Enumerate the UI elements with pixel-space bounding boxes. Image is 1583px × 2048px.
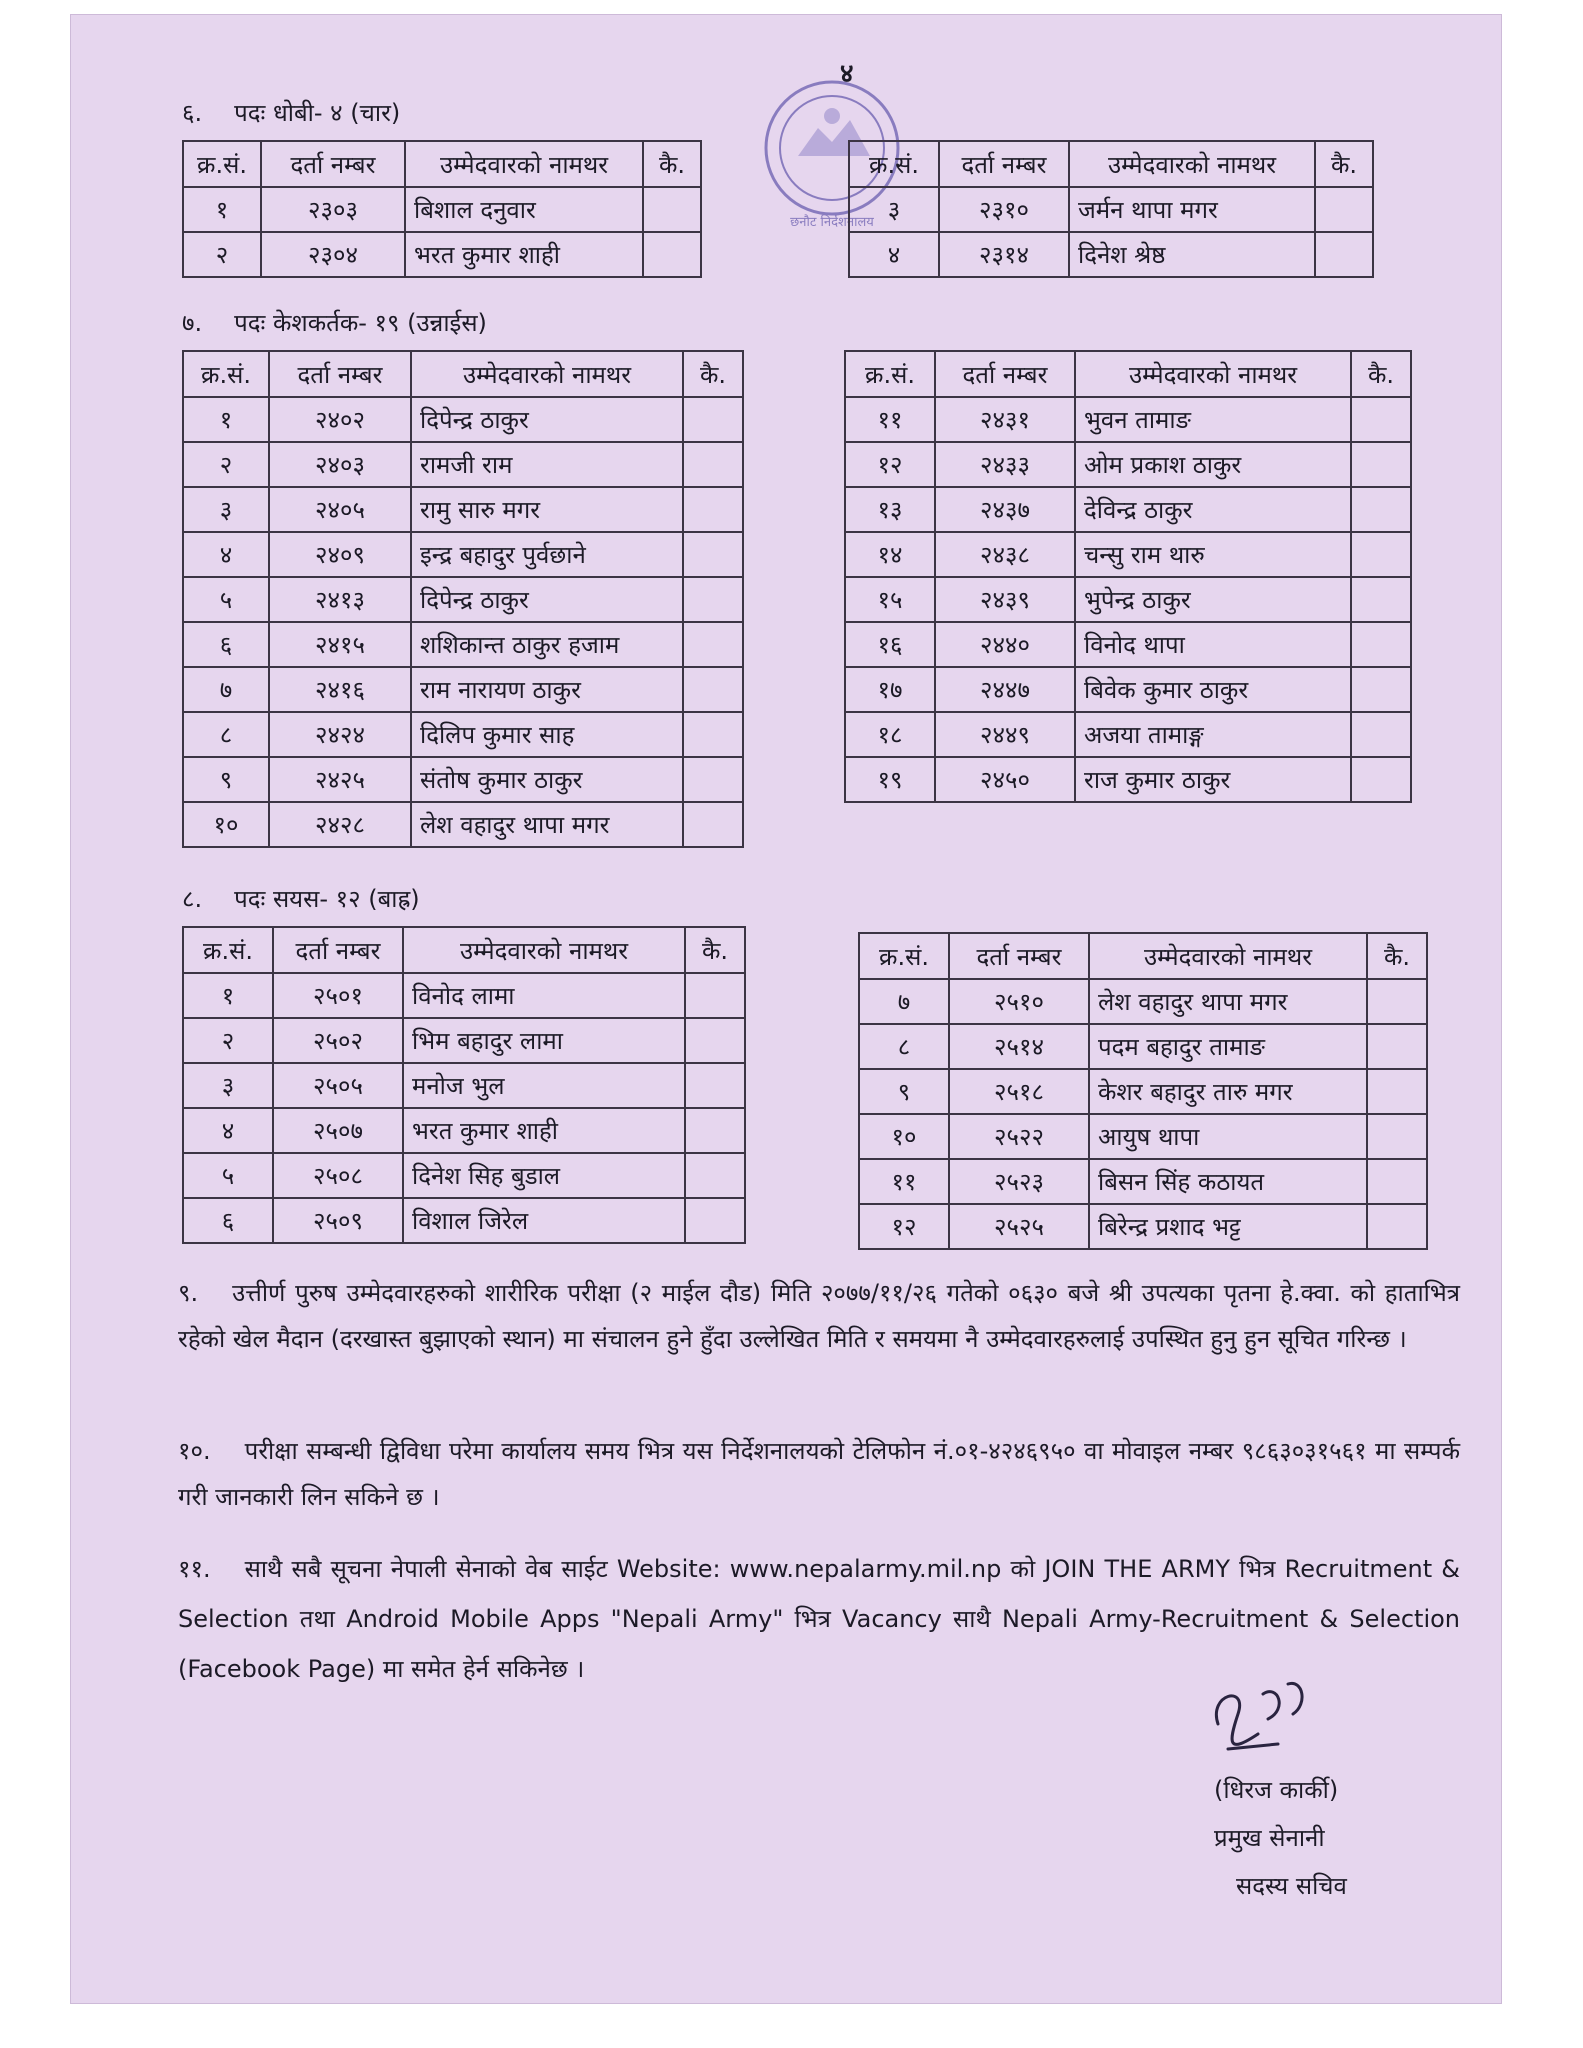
table-row bbox=[183, 487, 743, 532]
column-header: उम्मेदवारको नामथर bbox=[411, 351, 683, 397]
table-row bbox=[845, 397, 1411, 442]
remarks-cell bbox=[685, 1198, 745, 1243]
table-header-row bbox=[183, 141, 701, 187]
registration-number: २३१० bbox=[939, 187, 1069, 232]
candidate-name: रामजी राम bbox=[411, 442, 683, 487]
column-header: कै. bbox=[683, 351, 743, 397]
registration-number: २५०९ bbox=[273, 1198, 403, 1243]
column-header: कै. bbox=[1315, 141, 1373, 187]
column-header: क्र.सं. bbox=[849, 141, 939, 187]
table-row bbox=[183, 1198, 745, 1243]
serial-number: ३ bbox=[183, 487, 269, 532]
remarks-cell bbox=[1351, 667, 1411, 712]
remarks-cell bbox=[685, 1153, 745, 1198]
remarks-cell bbox=[683, 577, 743, 622]
table-header-row bbox=[859, 933, 1427, 979]
candidate-name: अजया तामाङ्ग bbox=[1075, 712, 1351, 757]
table-row bbox=[859, 1114, 1427, 1159]
serial-number: १५ bbox=[845, 577, 935, 622]
candidate-name: भुपेन्द्र ठाकुर bbox=[1075, 577, 1351, 622]
registration-number: २५१४ bbox=[949, 1024, 1089, 1069]
serial-number: ५ bbox=[183, 577, 269, 622]
section-7-title: ७. पदः केशकर्तक- १९ (उन्नाईस) bbox=[182, 309, 487, 337]
candidate-name: रामु सारु मगर bbox=[411, 487, 683, 532]
paragraph-11: ११. साथै सबै सूचना नेपाली सेनाको वेब साईट Website: www.nepalarmy.mil.np को JOIN THE ARMY भित्र Recruitment & Selection तथा Android Mobile Apps "Nepali Army" भित्र Vacancy साथै Nepali Army-Recruitment & Selection (Facebook Page) मा समेत हेर्न सकिनेछ । bbox=[178, 1555, 1460, 1683]
paragraph-10: १०. परीक्षा सम्बन्धी द्विविधा परेमा कार्यालय समय भित्र यस निर्देशनालयको टेलिफोन नं.०१-४२४६९५० वा मोवाइल नम्बर ९८६३०३१५६१ मा सम्पर्क गरी जानकारी लिन सकिने छ । bbox=[178, 1437, 1460, 1511]
table-row bbox=[845, 712, 1411, 757]
remarks-cell bbox=[1351, 757, 1411, 802]
candidate-name: बिशाल दनुवार bbox=[405, 187, 643, 232]
svg-text:छनौट निर्देशनालय: छनौट निर्देशनालय bbox=[790, 215, 874, 230]
registration-number: २४४७ bbox=[935, 667, 1075, 712]
table-row bbox=[859, 1069, 1427, 1114]
candidate-name: लेश वहादुर थापा मगर bbox=[1089, 979, 1367, 1024]
serial-number: १ bbox=[183, 397, 269, 442]
column-header: दर्ता नम्बर bbox=[935, 351, 1075, 397]
table-row bbox=[183, 667, 743, 712]
table-row bbox=[183, 1018, 745, 1063]
table-row bbox=[849, 187, 1373, 232]
serial-number: ३ bbox=[183, 1063, 273, 1108]
serial-number: ८ bbox=[859, 1024, 949, 1069]
candidate-name: भरत कुमार शाही bbox=[403, 1108, 685, 1153]
candidate-name: शशिकान्त ठाकुर हजाम bbox=[411, 622, 683, 667]
column-header: उम्मेदवारको नामथर bbox=[1069, 141, 1315, 187]
serial-number: ६ bbox=[183, 1198, 273, 1243]
remarks-cell bbox=[643, 187, 701, 232]
remarks-cell bbox=[683, 442, 743, 487]
table-row bbox=[859, 1024, 1427, 1069]
candidate-name: बिवेक कुमार ठाकुर bbox=[1075, 667, 1351, 712]
column-header: कै. bbox=[1367, 933, 1427, 979]
remarks-cell bbox=[1351, 487, 1411, 532]
signature-block bbox=[1168, 1654, 1548, 1994]
registration-number: २४०५ bbox=[269, 487, 411, 532]
table-row bbox=[845, 622, 1411, 667]
table-row bbox=[845, 532, 1411, 577]
registration-number: २४३९ bbox=[935, 577, 1075, 622]
registration-number: २४३८ bbox=[935, 532, 1075, 577]
candidate-name: बिरेन्द्र प्रशाद भट्ट bbox=[1089, 1204, 1367, 1249]
table-row bbox=[845, 487, 1411, 532]
table-row bbox=[183, 442, 743, 487]
table-row bbox=[183, 1108, 745, 1153]
registration-number: २४१६ bbox=[269, 667, 411, 712]
candidate-name: विशाल जिरेल bbox=[403, 1198, 685, 1243]
serial-number: ८ bbox=[183, 712, 269, 757]
registration-number: २४३३ bbox=[935, 442, 1075, 487]
registration-number: २४४० bbox=[935, 622, 1075, 667]
serial-number: ११ bbox=[845, 397, 935, 442]
registration-number: २३०३ bbox=[261, 187, 405, 232]
remarks-cell bbox=[1315, 187, 1373, 232]
table-row bbox=[849, 232, 1373, 277]
remarks-cell bbox=[683, 757, 743, 802]
registration-number: २४४९ bbox=[935, 712, 1075, 757]
column-header: उम्मेदवारको नामथर bbox=[1075, 351, 1351, 397]
column-header: कै. bbox=[1351, 351, 1411, 397]
serial-number: १० bbox=[183, 802, 269, 847]
signatory-name: (धिरज कार्की) bbox=[1214, 1776, 1339, 1804]
registration-number: २५२२ bbox=[949, 1114, 1089, 1159]
column-header: दर्ता नम्बर bbox=[269, 351, 411, 397]
table-row bbox=[183, 232, 701, 277]
remarks-cell bbox=[1367, 1159, 1427, 1204]
column-header: दर्ता नम्बर bbox=[273, 927, 403, 973]
serial-number: १३ bbox=[845, 487, 935, 532]
candidate-name: संतोष कुमार ठाकुर bbox=[411, 757, 683, 802]
table-row bbox=[183, 802, 743, 847]
remarks-cell bbox=[683, 802, 743, 847]
registration-number: २५०५ bbox=[273, 1063, 403, 1108]
candidate-name: दिपेन्द्र ठाकुर bbox=[411, 577, 683, 622]
section-8-title: ८. पदः सयस- १२ (बाह्र) bbox=[182, 885, 420, 913]
candidate-name: पदम बहादुर तामाङ bbox=[1089, 1024, 1367, 1069]
column-header: क्र.सं. bbox=[183, 927, 273, 973]
serial-number: २ bbox=[183, 1018, 273, 1063]
remarks-cell bbox=[1351, 442, 1411, 487]
column-header: क्र.सं. bbox=[845, 351, 935, 397]
table-header-row bbox=[845, 351, 1411, 397]
candidate-name: भरत कुमार शाही bbox=[405, 232, 643, 277]
serial-number: १० bbox=[859, 1114, 949, 1159]
candidate-name: भुवन तामाङ bbox=[1075, 397, 1351, 442]
table-row bbox=[845, 577, 1411, 622]
serial-number: ६ bbox=[183, 622, 269, 667]
registration-number: २४२८ bbox=[269, 802, 411, 847]
column-header: क्र.सं. bbox=[183, 141, 261, 187]
serial-number: ५ bbox=[183, 1153, 273, 1198]
remarks-cell bbox=[1351, 532, 1411, 577]
section-7-table-left bbox=[182, 350, 744, 848]
table-header-row bbox=[183, 351, 743, 397]
remarks-cell bbox=[1367, 1114, 1427, 1159]
remarks-cell bbox=[1367, 1204, 1427, 1249]
serial-number: २ bbox=[183, 442, 269, 487]
table-row bbox=[845, 757, 1411, 802]
table-row bbox=[183, 1153, 745, 1198]
serial-number: ४ bbox=[183, 1108, 273, 1153]
table-row bbox=[183, 757, 743, 802]
table-row bbox=[859, 1159, 1427, 1204]
table-row bbox=[859, 1204, 1427, 1249]
registration-number: २५१० bbox=[949, 979, 1089, 1024]
candidate-name: विनोद थापा bbox=[1075, 622, 1351, 667]
column-header: दर्ता नम्बर bbox=[939, 141, 1069, 187]
column-header: उम्मेदवारको नामथर bbox=[403, 927, 685, 973]
registration-number: २४५० bbox=[935, 757, 1075, 802]
remarks-cell bbox=[683, 712, 743, 757]
serial-number: १ bbox=[183, 973, 273, 1018]
registration-number: २३१४ bbox=[939, 232, 1069, 277]
table-row bbox=[183, 1063, 745, 1108]
serial-number: १२ bbox=[859, 1204, 949, 1249]
column-header: उम्मेदवारको नामथर bbox=[1089, 933, 1367, 979]
serial-number: ७ bbox=[859, 979, 949, 1024]
serial-number: ७ bbox=[183, 667, 269, 712]
candidate-name: मनोज भुल bbox=[403, 1063, 685, 1108]
table-row bbox=[183, 187, 701, 232]
registration-number: २५०७ bbox=[273, 1108, 403, 1153]
serial-number: १८ bbox=[845, 712, 935, 757]
table-row bbox=[183, 622, 743, 667]
remarks-cell bbox=[643, 232, 701, 277]
registration-number: २५०१ bbox=[273, 973, 403, 1018]
remarks-cell bbox=[1351, 712, 1411, 757]
candidate-name: विनोद लामा bbox=[403, 973, 685, 1018]
section-7-table-right bbox=[844, 350, 1412, 803]
table-row bbox=[183, 973, 745, 1018]
remarks-cell bbox=[685, 1063, 745, 1108]
serial-number: ९ bbox=[859, 1069, 949, 1114]
table-row bbox=[859, 979, 1427, 1024]
candidate-name: बिसन सिंह कठायत bbox=[1089, 1159, 1367, 1204]
serial-number: १७ bbox=[845, 667, 935, 712]
registration-number: २५०८ bbox=[273, 1153, 403, 1198]
registration-number: २४१५ bbox=[269, 622, 411, 667]
serial-number: १२ bbox=[845, 442, 935, 487]
serial-number: १४ bbox=[845, 532, 935, 577]
serial-number: ३ bbox=[849, 187, 939, 232]
signatory-rank: प्रमुख सेनानी bbox=[1214, 1824, 1325, 1852]
candidate-name: राज कुमार ठाकुर bbox=[1075, 757, 1351, 802]
candidate-name: आयुष थापा bbox=[1089, 1114, 1367, 1159]
column-header: उम्मेदवारको नामथर bbox=[405, 141, 643, 187]
handwritten-signature bbox=[1168, 1654, 1368, 1774]
remarks-cell bbox=[683, 397, 743, 442]
candidate-name: दिपेन्द्र ठाकुर bbox=[411, 397, 683, 442]
remarks-cell bbox=[683, 487, 743, 532]
section-6-table-left bbox=[182, 140, 702, 278]
remarks-cell bbox=[1367, 1069, 1427, 1114]
signatory-role: सदस्य सचिव bbox=[1236, 1872, 1347, 1900]
serial-number: ४ bbox=[849, 232, 939, 277]
registration-number: २५१८ bbox=[949, 1069, 1089, 1114]
table-row bbox=[845, 667, 1411, 712]
section-8-table-right bbox=[858, 932, 1428, 1250]
registration-number: २४१३ bbox=[269, 577, 411, 622]
table-header-row bbox=[183, 927, 745, 973]
remarks-cell bbox=[685, 973, 745, 1018]
remarks-cell bbox=[1315, 232, 1373, 277]
section-8-table-left bbox=[182, 926, 746, 1244]
registration-number: २५०२ bbox=[273, 1018, 403, 1063]
candidate-name: देविन्द्र ठाकुर bbox=[1075, 487, 1351, 532]
column-header: कै. bbox=[643, 141, 701, 187]
serial-number: १६ bbox=[845, 622, 935, 667]
registration-number: २४२४ bbox=[269, 712, 411, 757]
section-6-title: ६. पदः धोबी- ४ (चार) bbox=[182, 99, 401, 127]
candidate-name: केशर बहादुर तारु मगर bbox=[1089, 1069, 1367, 1114]
registration-number: २४०३ bbox=[269, 442, 411, 487]
table-header-row bbox=[849, 141, 1373, 187]
table-row bbox=[183, 712, 743, 757]
registration-number: २४२५ bbox=[269, 757, 411, 802]
serial-number: ११ bbox=[859, 1159, 949, 1204]
remarks-cell bbox=[685, 1018, 745, 1063]
table-row bbox=[183, 577, 743, 622]
candidate-name: दिनेश श्रेष्ठ bbox=[1069, 232, 1315, 277]
registration-number: २४३१ bbox=[935, 397, 1075, 442]
candidate-name: राम नारायण ठाकुर bbox=[411, 667, 683, 712]
column-header: दर्ता नम्बर bbox=[261, 141, 405, 187]
serial-number: ९ bbox=[183, 757, 269, 802]
registration-number: २५२३ bbox=[949, 1159, 1089, 1204]
candidate-name: भिम बहादुर लामा bbox=[403, 1018, 685, 1063]
serial-number: २ bbox=[183, 232, 261, 277]
candidate-name: चन्सु राम थारु bbox=[1075, 532, 1351, 577]
serial-number: १ bbox=[183, 187, 261, 232]
column-header: क्र.सं. bbox=[183, 351, 269, 397]
registration-number: २५२५ bbox=[949, 1204, 1089, 1249]
section-6-table-right bbox=[848, 140, 1374, 278]
candidate-name: लेश वहादुर थापा मगर bbox=[411, 802, 683, 847]
remarks-cell bbox=[683, 622, 743, 667]
candidate-name: ओम प्रकाश ठाकुर bbox=[1075, 442, 1351, 487]
page-number: ४ bbox=[840, 59, 854, 89]
column-header: क्र.सं. bbox=[859, 933, 949, 979]
candidate-name: जर्मन थापा मगर bbox=[1069, 187, 1315, 232]
table-row bbox=[183, 532, 743, 577]
candidate-name: दिलिप कुमार साह bbox=[411, 712, 683, 757]
remarks-cell bbox=[683, 667, 743, 712]
remarks-cell bbox=[1367, 1024, 1427, 1069]
registration-number: २४३७ bbox=[935, 487, 1075, 532]
registration-number: २३०४ bbox=[261, 232, 405, 277]
column-header: दर्ता नम्बर bbox=[949, 933, 1089, 979]
table-row bbox=[845, 442, 1411, 487]
serial-number: ४ bbox=[183, 532, 269, 577]
registration-number: २४०९ bbox=[269, 532, 411, 577]
document-page bbox=[70, 14, 1502, 2004]
table-row bbox=[183, 397, 743, 442]
remarks-cell bbox=[683, 532, 743, 577]
remarks-cell bbox=[685, 1108, 745, 1153]
remarks-cell bbox=[1351, 397, 1411, 442]
candidate-name: इन्द्र बहादुर पुर्वछाने bbox=[411, 532, 683, 577]
candidate-name: दिनेश सिह बुडाल bbox=[403, 1153, 685, 1198]
remarks-cell bbox=[1367, 979, 1427, 1024]
remarks-cell bbox=[1351, 577, 1411, 622]
paragraph-9: ९. उत्तीर्ण पुरुष उम्मेदवारहरुको शारीरिक परीक्षा (२ माईल दौड) मिति २०७७/११/२६ गतेको ०६३० बजे श्री उपत्यका पृतना हे.क्वा. को हाताभित्र रहेको खेल मैदान (दरखास्त बुझाएको स्थान) मा संचालन हुने हुँदा उल्लेखित मिति र समयमा नै उम्मेदवारहरुलाई उपस्थित हुनु हुन सूचित गरिन्छ । bbox=[178, 1279, 1460, 1353]
registration-number: २४०२ bbox=[269, 397, 411, 442]
serial-number: १९ bbox=[845, 757, 935, 802]
column-header: कै. bbox=[685, 927, 745, 973]
remarks-cell bbox=[1351, 622, 1411, 667]
